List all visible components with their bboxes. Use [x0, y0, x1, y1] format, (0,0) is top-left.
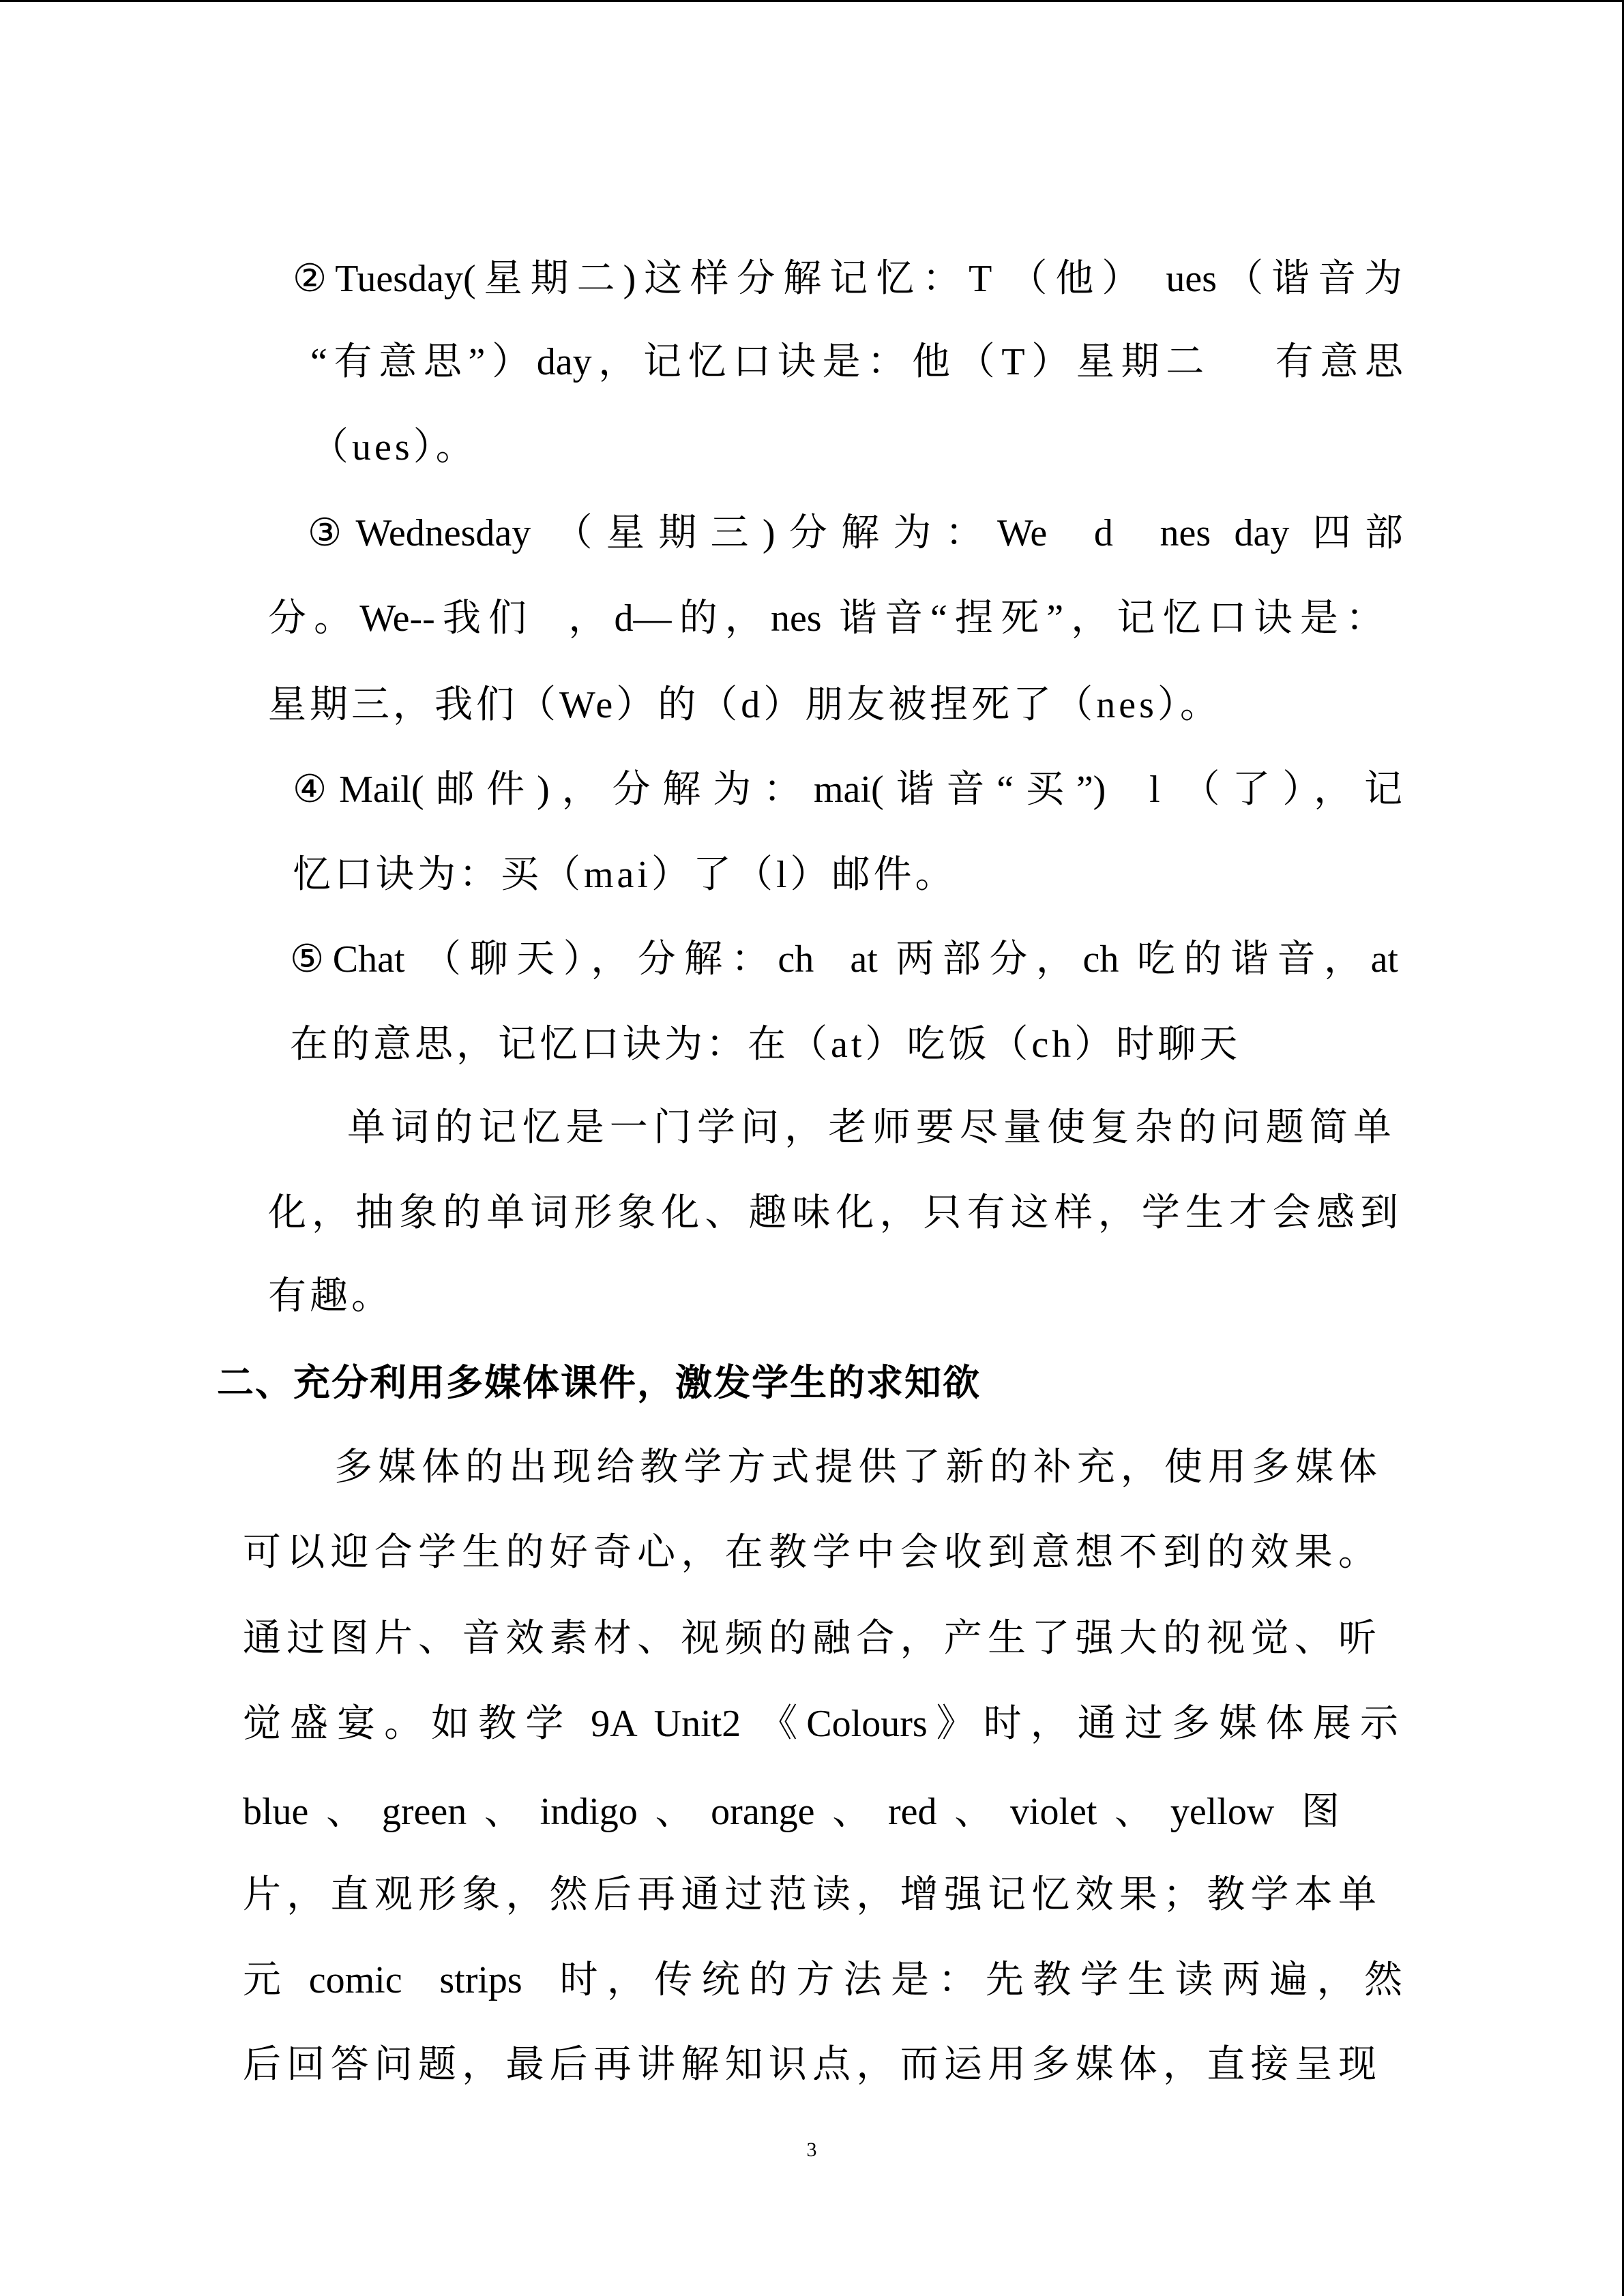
- text-line: 元 comic strips 时，传统的方法是：先教学生读两遍，然: [243, 1959, 1402, 2001]
- page-number: 3: [806, 2138, 817, 2161]
- text-line: 可以迎合学生的好奇心，在教学中会收到意想不到的效果。: [243, 1532, 1376, 1574]
- text-line: 有趣。: [268, 1275, 393, 1317]
- text-line: 多媒体的出现给教学方式提供了新的补充，使用多媒体: [334, 1446, 1377, 1489]
- text-line: 单词的记忆是一门学问，老师要尽量使复杂的问题简单: [347, 1107, 1391, 1149]
- text-line: 在的意思，记忆口诀为：在（at）吃饭（ch）时聊天: [290, 1024, 1241, 1066]
- section-heading: 二、充分利用多媒体课件，激发学生的求知欲: [217, 1362, 981, 1403]
- text-line: “有意思”）day，记忆口诀是：他（T）星期二 有意思: [310, 341, 1403, 383]
- text-line: blue、green、indigo、orange、red、violet、yellow 图: [243, 1791, 1340, 1833]
- text-line: ③Wednesday （星期三)分解为：We d nes day 四部: [308, 512, 1404, 554]
- text-line: （ues）。: [310, 426, 477, 468]
- text-line: 分。We--我们 ，d—的，nes 谐音“捏死”，记忆口诀是：: [268, 597, 1384, 640]
- text-line: 忆口诀为：买（mai）了（l）邮件。: [293, 854, 957, 896]
- text-line: 化，抽象的单词形象化、趣味化，只有这样，学生才会感到: [268, 1192, 1398, 1234]
- text-line: ④Mail(邮件)，分解为：mai(谐音“买”) l （了），记: [293, 769, 1402, 811]
- text-line: ⑤Chat （聊天），分解：ch at 两部分，ch 吃的谐音，at: [290, 938, 1398, 981]
- text-line: 片，直观形象，然后再通过范读，增强记忆效果；教学本单: [243, 1874, 1376, 1916]
- text-line: 后回答问题，最后再讲解知识点，而运用多媒体，直接呈现: [243, 2044, 1376, 2086]
- text-line: ②Tuesday(星期二)这样分解记忆：T （他） ues（谐音为: [293, 258, 1402, 300]
- text-line: 星期三，我们（We）的（d）朋友被捏死了（nes）。: [268, 684, 1222, 726]
- text-line: 觉盛宴。如教学 9A Unit2 《Colours》时，通过多媒体展示: [243, 1703, 1398, 1745]
- text-line: 通过图片、音效素材、视频的融合，产生了强大的视觉、听: [243, 1617, 1376, 1660]
